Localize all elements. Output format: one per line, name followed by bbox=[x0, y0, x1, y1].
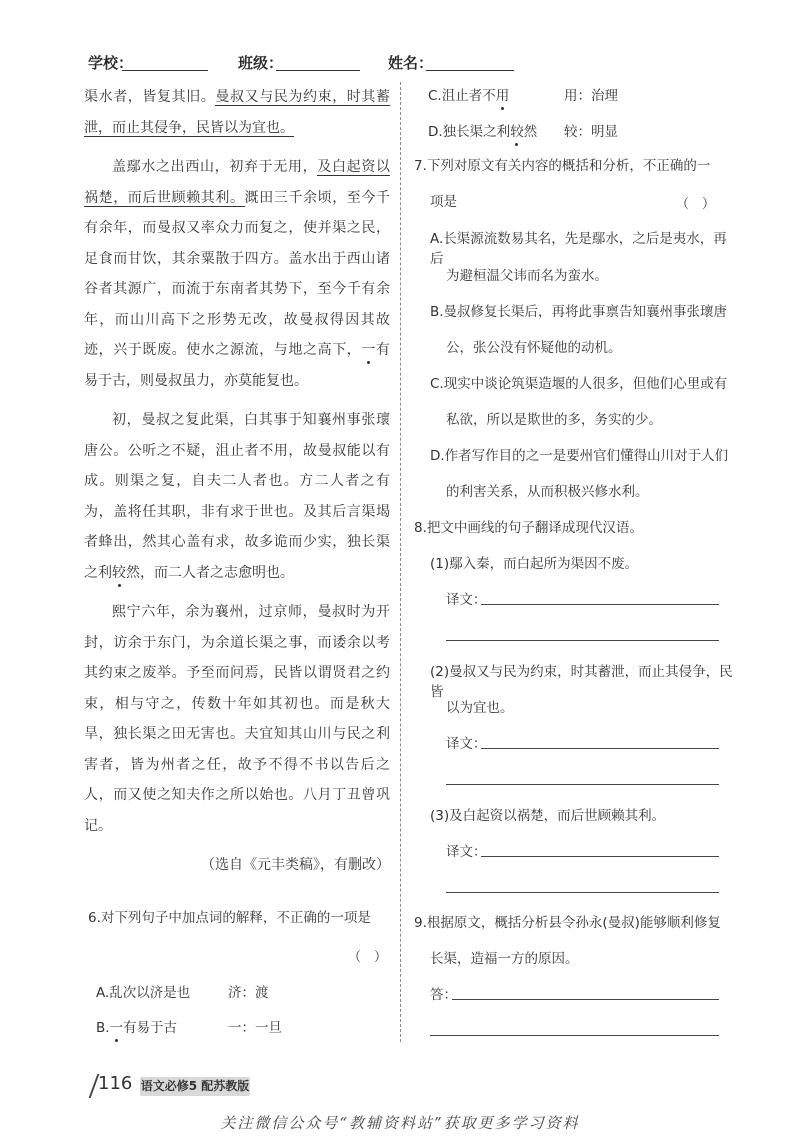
passage-paragraph: 熙宁六年，余为襄州，过京师，曼叔时为开封，访余于东门，为余道长渠之事，而诿余以考其约束之废举。予至而问焉，民皆以谓贤君之约束，相与守之，传数十年如其初也。而是秋大旱，独长渠之田无害也。夫宜知其山川与民之利害者，皆为州者之任，故予不得不书以告后之人，而又使之知夫作之所以始也。八月丁丑曾巩记。 bbox=[84, 604, 390, 834]
answer-line[interactable] bbox=[446, 640, 719, 641]
question-6-option-a[interactable]: A.乱次以济是也 济：渡 bbox=[96, 985, 269, 1001]
question-7-option-b-cont: 公，张公没有怀疑他的动机。 bbox=[446, 340, 622, 356]
question-7-stem-cont: 项是 bbox=[430, 194, 457, 210]
question-6-option-c[interactable]: C.沮止者不用 用：治理 bbox=[428, 88, 618, 104]
question-8-sentence-1: (1)鄢入秦，而白起所为渠因不废。 bbox=[430, 556, 639, 572]
answer-label: 译文： bbox=[446, 736, 487, 752]
answer-line[interactable] bbox=[430, 1035, 719, 1036]
dotted-word: 较 bbox=[510, 124, 524, 140]
answer-line[interactable] bbox=[446, 784, 719, 785]
passage bbox=[84, 82, 390, 881]
book-tag: 语文必修5 配苏教版 bbox=[140, 1077, 250, 1096]
class-blank[interactable] bbox=[276, 70, 360, 71]
answer-line[interactable] bbox=[481, 604, 719, 605]
answer-parentheses[interactable]: （ ） bbox=[348, 950, 388, 965]
question-8-sentence-3: (3)及白起资以祸楚，而后世顾赖其利。 bbox=[430, 808, 666, 824]
answer-label: 译文： bbox=[446, 592, 487, 608]
answer-parentheses[interactable]: （ ） bbox=[676, 197, 716, 212]
question-7-option-c[interactable]: C.现实中谈论筑渠造堰的人很多，但他们心里或有 bbox=[430, 376, 728, 392]
question-6-option-d[interactable]: D.独长渠之利较然 较：明显 bbox=[428, 124, 618, 140]
question-8-sentence-2: (2)曼叔又与民为约束，时其蓄泄，而止其侵争，民皆 bbox=[430, 664, 733, 700]
answer-label: 译文： bbox=[446, 844, 487, 860]
question-6-option-b[interactable]: B.一有易于古 一：一旦 bbox=[96, 1020, 282, 1036]
question-7-option-d-cont: 的利害关系，从而积极兴修水利。 bbox=[446, 484, 649, 500]
answer-label: 答： bbox=[430, 987, 457, 1003]
class-label: 班级： bbox=[238, 54, 284, 72]
column-divider bbox=[400, 82, 401, 1042]
question-7-option-a[interactable]: A.长渠源流数易其名，先是鄢水，之后是夷水，再后 bbox=[430, 231, 727, 267]
question-7-option-a-cont: 为避桓温父讳而名为蛮水。 bbox=[446, 268, 608, 284]
answer-line[interactable] bbox=[481, 856, 719, 857]
passage-paragraph: 渠水者，皆复其旧。曼叔又与民为约束，时其蓄泄，而止其侵争，民皆以为宜也。 bbox=[84, 89, 391, 136]
answer-line[interactable] bbox=[452, 999, 719, 1000]
dotted-word: 一 bbox=[361, 342, 377, 358]
question-7-option-d[interactable]: D.作者写作目的之一是要州官们懂得山川对于人们 bbox=[430, 448, 729, 464]
passage-paragraph: 初，曼叔之复此渠，白其事于知襄州事张瓌唐公。公听之不疑，沮止者不用，故曼叔能以有成。则渠之复，自夫二人者也。方二人者之有为，盖将任其职，非有求于世也。及其后言渠堨者蜂出，然其心盖有求，故多诡而少实，独长渠之利较然，而二人者之志愈明也。 bbox=[84, 412, 390, 581]
answer-line[interactable] bbox=[481, 748, 719, 749]
name-blank[interactable] bbox=[426, 70, 514, 71]
dotted-word: 较 bbox=[112, 564, 126, 581]
question-8-stem: 8.把文中画线的句子翻译成现代汉语。 bbox=[414, 520, 643, 536]
question-6-stem: 6.对下列句子中加点词的解释，不正确的一项是 bbox=[88, 910, 371, 926]
dotted-word: 用 bbox=[495, 88, 510, 104]
watermark-text: 关注微信公众号“教辅资料站”获取更多学习资料 bbox=[220, 1114, 580, 1132]
name-label: 姓名： bbox=[388, 54, 434, 72]
answer-line[interactable] bbox=[446, 892, 719, 893]
question-7-stem: 7.下列对原文有关内容的概括和分析，不正确的一 bbox=[414, 158, 711, 174]
passage-source: （选自《元丰类稿》，有删改） bbox=[201, 857, 390, 873]
passage-paragraph: 盖鄢水之出西山，初弃于无用，及白起资以祸楚，而后世顾赖其利。溉田三千余顷，至今千有余年，而曼叔又率众力而复之，使并渠之民，足食而甘饮，其余粟散于四方。盖水出于西山诸谷者其源广，而流于东南者其势下，至今千有余年，而山川高下之形势无改，故曼叔得因其故迹，兴于既废。使水之源流，与地之高下，一有易于古，则曼叔虽力，亦莫能复也。 bbox=[84, 159, 391, 389]
question-8-sentence-2-cont: 以为宜也。 bbox=[446, 700, 514, 716]
underlined-sentence: 曼叔又与民为约束，时其蓄泄，而止其侵争，民皆以为宜也。 bbox=[84, 89, 391, 136]
question-7-option-b[interactable]: B.曼叔修复长渠后，再将此事禀告知襄州事张瓌唐 bbox=[430, 304, 728, 320]
question-9-stem: 9.根据原文，概括分析县令孙永(曼叔)能够顺利修复 bbox=[414, 915, 721, 931]
school-blank[interactable] bbox=[122, 70, 208, 71]
dotted-word: 一 bbox=[109, 1020, 124, 1036]
underlined-sentence: 及白起资以祸楚，而后世顾赖其利。 bbox=[84, 159, 391, 206]
student-info-header bbox=[88, 52, 528, 76]
page-number: 116 bbox=[98, 1073, 133, 1094]
question-7-option-c-cont: 私欲，所以是欺世的多，务实的少。 bbox=[446, 412, 662, 428]
question-9-stem-cont: 长渠，造福一方的原因。 bbox=[430, 951, 579, 967]
school-label: 学校： bbox=[88, 54, 134, 72]
